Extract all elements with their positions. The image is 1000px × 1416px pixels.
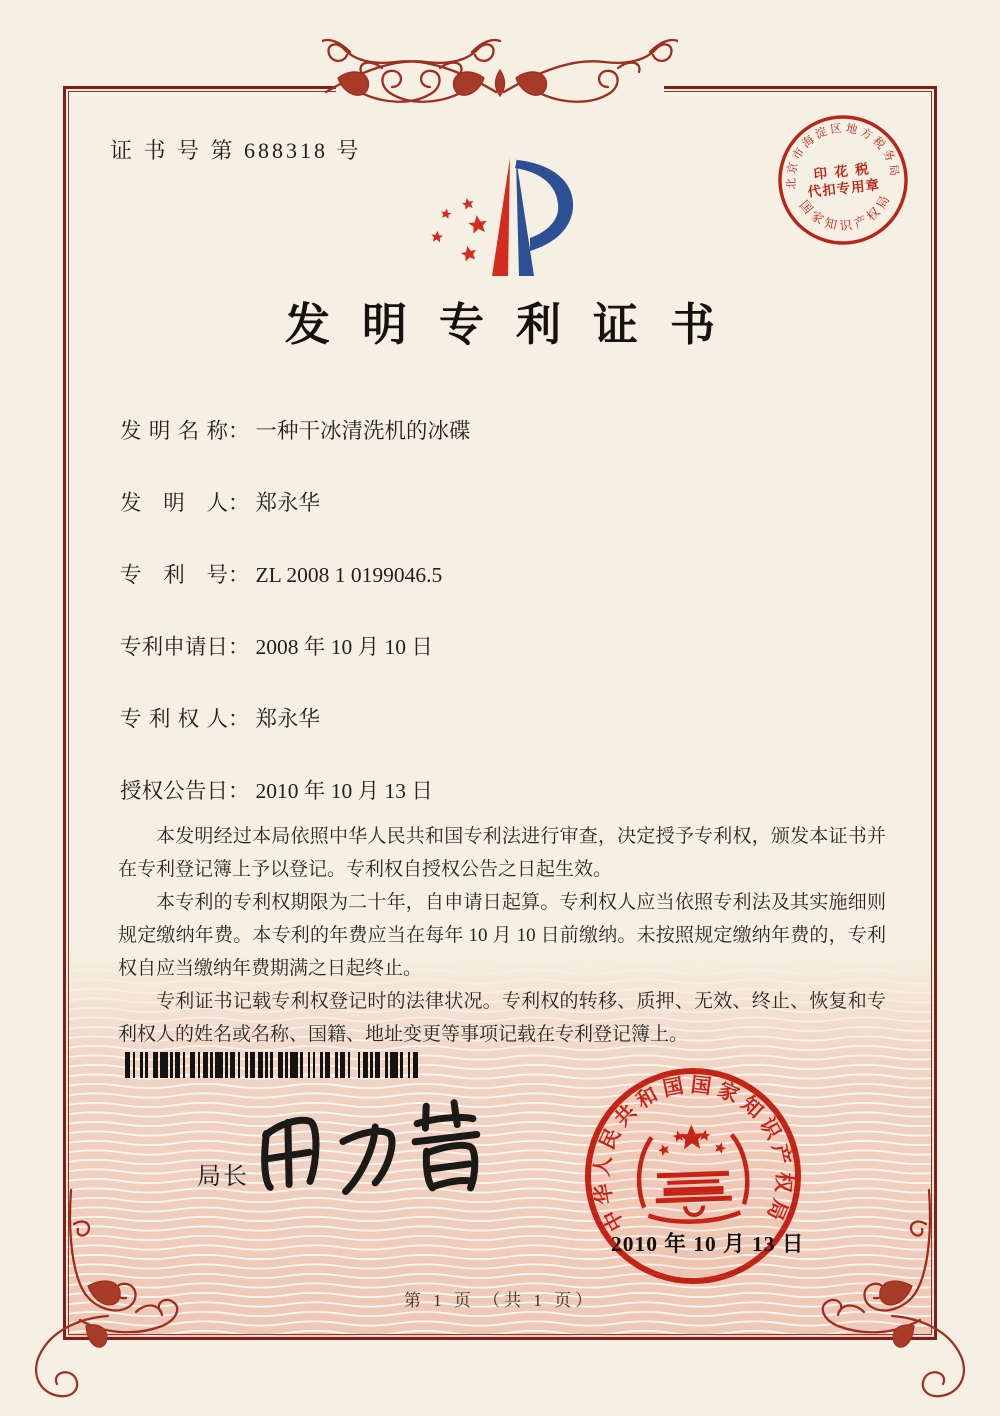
legal-paragraph-grant: 本发明经过本局依照中华人民共和国专利法进行审查，决定授予专利权，颁发本证书并在专利登记簿上予以登记。专利权自授权公告之日起生效。 <box>118 826 886 880</box>
sipo-logo <box>420 152 590 294</box>
legal-paragraph-register: 专利证书记载专利权登记时的法律状况。专利权的转移、质押、无效、终止、恢复和专利权人的姓名或名称、国籍、地址变更等事项记载在专利登记簿上。 <box>118 991 886 1045</box>
field-row-filing-date <box>120 630 900 660</box>
field-label: 发明名称 <box>120 419 228 443</box>
sipo-official-seal <box>575 1058 811 1294</box>
field-row-patent-number <box>120 558 900 588</box>
certificate-title: 发明专利证书 <box>284 300 747 350</box>
field-colon: ： <box>228 419 250 443</box>
field-value: ZL 2008 1 0199046.5 <box>255 563 443 587</box>
field-row-patentee <box>120 702 900 732</box>
outer-bottom-left-curl-ornament <box>16 1312 116 1412</box>
field-label: 发明人 <box>120 491 228 515</box>
tax-stamp-center-line1: 印 花 税 <box>812 161 872 182</box>
tax-stamp-ring-text: 北京市海淀区地方税务局 <box>785 122 901 190</box>
field-list <box>120 414 900 846</box>
seal-grant-date: 2010 年 10 月 13 日 <box>611 1232 805 1256</box>
field-label: 专利申请日 <box>120 635 228 659</box>
field-label: 专利权人 <box>120 707 228 731</box>
field-label: 专利号 <box>120 563 228 587</box>
barcode <box>125 1052 421 1078</box>
field-colon: ： <box>228 635 250 659</box>
certificate-number: 证 书 号 第 688318 号 <box>110 138 362 163</box>
field-colon: ： <box>228 563 250 587</box>
top-dragon-ornament <box>322 28 678 140</box>
legal-paragraph-term-fees: 本专利的专利权期限为二十年，自申请日起算。专利权人应当依照专利法及其实施细则规定缴纳年费。本专利的年费应当在每年 10 月 10 日前缴纳。未按照规定缴纳年费的，专利权自应当缴纳年费期满之日起终止。 <box>118 892 886 979</box>
field-row-grant-date <box>120 774 900 804</box>
field-value: 一种干冰清洗机的冰碟 <box>255 419 471 443</box>
field-colon: ： <box>228 779 250 803</box>
field-row-inventor <box>120 486 900 516</box>
field-row-invention-name <box>120 414 900 444</box>
field-colon: ： <box>228 491 250 515</box>
tax-withholding-stamp <box>775 112 911 248</box>
director-signature-handwriting <box>245 1090 501 1233</box>
legal-text-block <box>118 820 886 1051</box>
outer-bottom-right-curl-ornament <box>884 1312 984 1412</box>
field-value: 郑永华 <box>255 491 321 515</box>
svg-text:北京市海淀区地方税务局 <box>779 116 902 191</box>
field-value: 2008 年 10 月 10 日 <box>255 635 433 659</box>
tax-stamp-bottom-text: 国家知识产权局 <box>796 190 894 234</box>
field-value: 2010 年 10 月 13 日 <box>255 779 433 803</box>
page-number-footer: 第 1 页 （共 1 页） <box>403 1291 597 1310</box>
director-title-label: 局长 <box>197 1164 249 1190</box>
field-colon: ： <box>228 707 250 731</box>
field-value: 郑永华 <box>255 707 321 731</box>
seal-ring-text: 中华人民共和国国家知识产权局 <box>591 1074 795 1235</box>
tax-stamp-center-line2: 代扣专用章 <box>807 177 881 200</box>
field-label: 授权公告日 <box>120 779 228 803</box>
